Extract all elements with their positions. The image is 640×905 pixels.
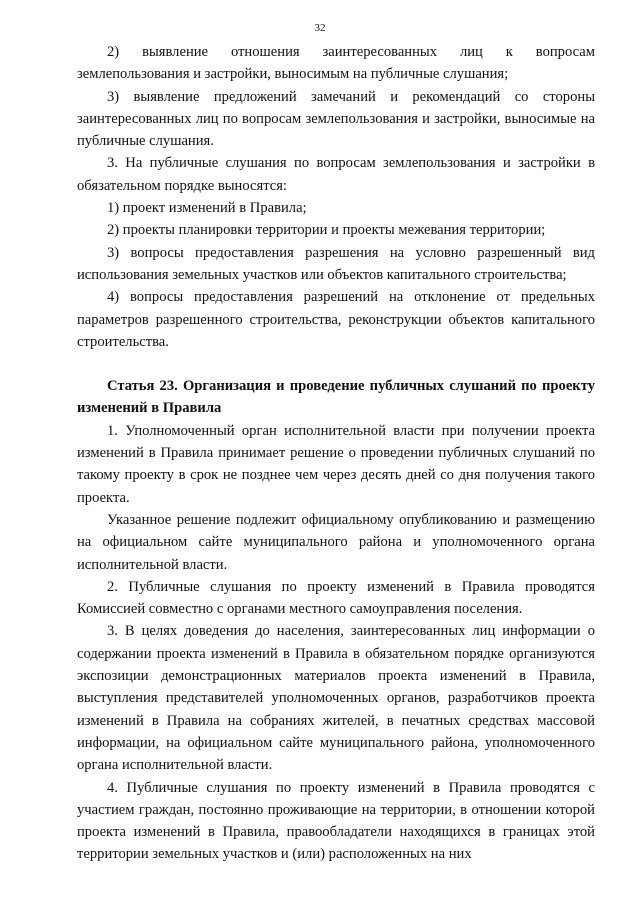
article-paragraph-3: 3. В целях доведения до населения, заинтересованных лиц информации о содержании проекта изменений в Правила в обязательном порядке организуются экспозиции демонстрационных материалов проекта изменений в Правила, выступления представителей уполномоченных органов, разработчиков проекта изменений в Правила на собраниях жителей, в печатных средствах массовой информации, на официальном сайте муниципального района, уполномоченного органа исполнительной власти. bbox=[77, 623, 595, 774]
article-paragraph-1: 1. Уполномоченный орган исполнительной власти при получении проекта изменений в Правила принимает решение о проведении публичных слушаний по такому проекту в срок не позднее чем через десять дней со дня получения такого проекта. bbox=[77, 422, 595, 506]
page-content bbox=[77, 41, 595, 866]
list-item-3: 3) вопросы предоставления разрешения на условно разрешенный вид использования земельных участков или объектов капитального строительства; bbox=[77, 244, 595, 283]
article-paragraph-decision: Указанное решение подлежит официальному опубликованию и размещению на официальном сайте муниципального района и уполномоченного органа исполнительной власти. bbox=[77, 511, 595, 573]
article-paragraph-4: 4. Публичные слушания по проекту изменений в Правила проводятся с участием граждан, постоянно проживающие на территории, в отношении которой проекта изменений в Правила, правообладатели находящихся в границах этой территории земельных участков и (или) расположенных на них bbox=[77, 779, 595, 863]
article-heading: Статья 23. Организация и проведение публичных слушаний по проекту изменений в Правила bbox=[77, 378, 595, 417]
paragraph-section-3: 3. На публичные слушания по вопросам землепользования и застройки в обязательном порядке выносятся: bbox=[77, 155, 595, 194]
list-item-4: 4) вопросы предоставления разрешений на отклонение от предельных параметров разрешенного строительства, реконструкции объектов капитального строительства. bbox=[77, 289, 595, 350]
page-number: 32 bbox=[314, 22, 326, 34]
paragraph-item-2: 2) выявление отношения заинтересованных лиц к вопросам землепользования и застройки, выносимым на публичные слушания; bbox=[77, 44, 595, 83]
list-item-1: 1) проект изменений в Правила; bbox=[107, 200, 307, 217]
list-item-2: 2) проекты планировки территории и проекты межевания территории; bbox=[107, 222, 546, 239]
paragraph-item-3: 3) выявление предложений замечаний и рекомендаций со стороны заинтересованных лиц по вопросам землепользования и застройки, выносимые на публичные слушания. bbox=[77, 88, 595, 150]
article-paragraph-2: 2. Публичные слушания по проекту изменений в Правила проводятся Комиссией совместно с органами местного самоуправления поселения. bbox=[77, 578, 595, 618]
